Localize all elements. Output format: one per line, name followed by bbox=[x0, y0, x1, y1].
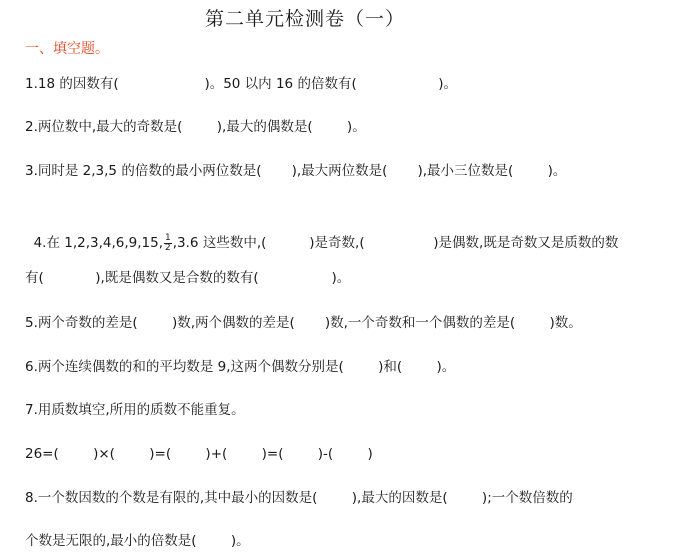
question-3: 3.同时是 2,3,5 的倍数的最小两位数是( ),最大两位数是( ),最小三位数是( )。 bbox=[25, 163, 567, 179]
question-8: 8.一个数因数的个数是有限的,其中最小的因数是( ),最大的因数是( );一个数倍数的 bbox=[25, 490, 573, 506]
question-7: 7.用质数填空,所用的质数不能重复。 bbox=[25, 402, 245, 418]
question-4-prefix: 4.在 1,2,3,4,6,9,15, bbox=[33, 235, 164, 251]
section-heading-fill-in: 一、填空题。 bbox=[25, 41, 109, 57]
question-2: 2.两位数中,最大的奇数是( ),最大的偶数是( )。 bbox=[25, 119, 366, 135]
question-4-continued: 有( ),既是偶数又是合数的数有( )。 bbox=[25, 270, 351, 286]
fraction-one-half bbox=[164, 234, 172, 253]
question-7-equation: 26=( )×( )=( )+( )=( )-( ) bbox=[25, 446, 373, 462]
fraction-numerator: 1 bbox=[165, 232, 171, 243]
question-6: 6.两个连续偶数的和的平均数是 9,这两个偶数分别是( )和( )。 bbox=[25, 359, 456, 375]
question-1: 1.18 的因数有( )。50 以内 16 的倍数有( )。 bbox=[25, 76, 458, 92]
page-title: 第二单元检测卷（一） bbox=[204, 8, 405, 30]
question-5: 5.两个奇数的差是( )数,两个偶数的差是( )数,一个奇数和一个偶数的差是( )数。 bbox=[25, 315, 582, 331]
question-4-suffix: ,3.6 这些数中,( )是奇数,( )是偶数,既是奇数又是质数的数 bbox=[172, 235, 619, 251]
question-8-continued: 个数是无限的,最小的倍数是( )。 bbox=[25, 533, 250, 549]
fraction-denominator: 2 bbox=[165, 242, 171, 253]
question-4 bbox=[25, 213, 618, 253]
